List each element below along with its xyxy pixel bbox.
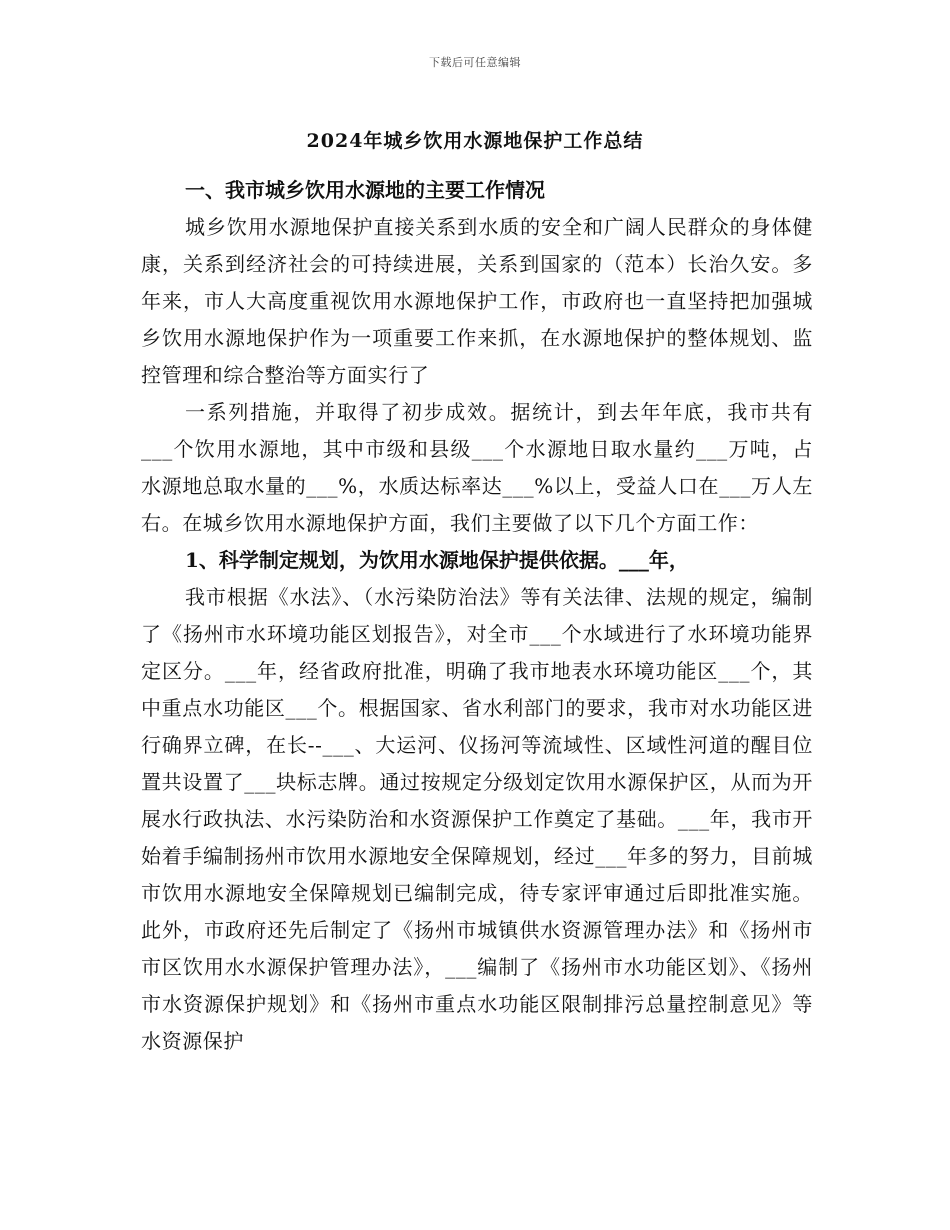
paragraph: 一系列措施，并取得了初步成效。据统计，到去年年底，我市共有___个饮用水源地，其中市级和县级___个水源地日取水量约___万吨，占水源地总取水量的___%，水质达标率达___%以上，受益人口在___万人左右。在城乡饮用水源地保护方面，我们主要做了以下几个方面工作： [141,400,813,535]
subsection-heading: 1、科学制定规划，为饮用水源地保护提供依据。___年， [185,548,689,572]
section-heading: 一、我市城乡饮用水源地的主要工作情况 [185,178,545,202]
paragraph: 城乡饮用水源地保护直接关系到水质的安全和广阔人民群众的身体健康，关系到经济社会的可持续进展，关系到国家的（范本）长治久安。多年来，市人大高度重视饮用水源地保护工作，市政府也一直坚持把加强城乡饮用水源地保护作为一项重要工作来抓，在水源地保护的整体规划、监控管理和综合整治等方面实行了 [141,215,813,387]
header-note: 下载后可任意编辑 [429,56,521,69]
paragraph: 我市根据《水法》、（水污染防治法》等有关法律、法规的规定，编制了《扬州市水环境功能区划报告》，对全市___个水域进行了水环境功能界定区分。___年，经省政府批准，明确了我市地表水环境功能区___个，其中重点水功能区___个。根据国家、省水利部门的要求，我市对水功能区进行确界立碑，在长--___、大运河、仪扬河等流域性、区域性河道的醒目位置共设置了___块标志牌。通过按规定分级划定饮用水源保护区，从而为开展水行政执法、水污染防治和水资源保护工作奠定了基础。___年，我市开始着手编制扬州市饮用水源地安全保障规划，经过___年多的努力，目前城市饮用水源地安全保障规划已编制完成，待专家评审通过后即批准实施。此外，市政府还先后制定了《扬州市城镇供水资源管理办法》和《扬州市市区饮用水水源保护管理办法》，___编制了《扬州市水功能区划》、《扬州市水资源保护规划》和《扬州市重点水功能区限制排污总量控制意见》等水资源保护 [141,585,813,1053]
document-body [141,172,813,1060]
document-title: 2024年城乡饮用水源地保护工作总结 [306,130,644,152]
